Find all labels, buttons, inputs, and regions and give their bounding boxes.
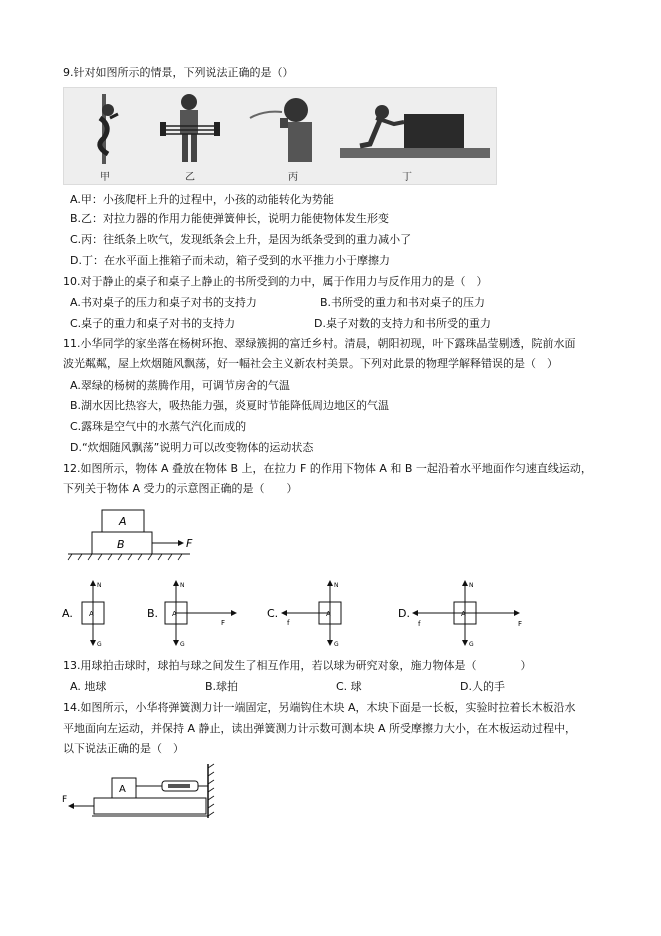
gravity-label: G bbox=[334, 641, 339, 648]
friction-label: f bbox=[287, 619, 290, 627]
normal-force-label: N bbox=[180, 582, 185, 589]
q10-option-d: D.桌子对数的支持力和书所受的重力 bbox=[314, 317, 491, 330]
q12-stem-line-2: 下列关于物体 A 受力的示意图正确的是（ ） bbox=[63, 482, 298, 495]
box-label: A bbox=[89, 610, 94, 618]
normal-force-label: N bbox=[469, 582, 474, 589]
friction-label: f bbox=[418, 620, 421, 628]
gravity-label: G bbox=[469, 641, 474, 648]
block-a-label: A bbox=[119, 784, 126, 795]
q14-stem-line-2: 平地面向左运动，并保持 A 静止，读出弹簧测力计示数可测本块 A 所受摩擦力大小，在木板运动过程中， bbox=[63, 722, 577, 735]
block-a-label: A bbox=[119, 515, 127, 528]
q12-stacked-blocks-figure bbox=[60, 500, 200, 562]
caption-ding: 丁 bbox=[402, 172, 412, 183]
normal-force-label: N bbox=[334, 582, 339, 589]
q9-option-d: D.丁：在水平面上推箱子而未动，箱子受到的水平推力小于摩擦力 bbox=[70, 254, 390, 267]
q14-stem-line-3: 以下说法正确的是（ ） bbox=[63, 742, 184, 755]
q10-stem: 10.对于静止的桌子和桌子上静止的书所受到的力中，属于作用力与反作用力的是（ ） bbox=[63, 275, 488, 288]
q12-stem-line-1: 12.如图所示，物体 A 叠放在物体 B 上，在拉力 F 的作用下物体 A 和 B 一起沿着水平地面作匀速直线运动， bbox=[63, 462, 592, 475]
caption-jia: 甲 bbox=[100, 172, 110, 183]
q13-option-d: D.人的手 bbox=[460, 680, 505, 693]
q9-option-c: C.丙：往纸条上吹气，发现纸条会上升，是因为纸条受到的重力减小了 bbox=[70, 233, 412, 246]
q14-stem-line-1: 14.如图所示，小华将弹簧测力计一端固定，另端钩住木块 A，木块下面是一长板，实验时拉着长木板沿水 bbox=[63, 701, 576, 714]
pull-force-label: F bbox=[62, 795, 68, 805]
q12-option-b-letter: B. bbox=[147, 607, 159, 620]
q11-option-c: C.露珠是空气中的水蒸气汽化而成的 bbox=[70, 420, 247, 433]
block-b-label: B bbox=[117, 538, 125, 551]
box-label: A bbox=[326, 610, 331, 618]
caption-bing: 丙 bbox=[288, 172, 298, 183]
chest-expander-illustration bbox=[160, 94, 220, 162]
gravity-label: G bbox=[180, 641, 185, 648]
blowing-paper-illustration bbox=[250, 98, 312, 162]
q13-option-a: A. 地球 bbox=[70, 680, 107, 693]
climbing-child-illustration bbox=[100, 94, 118, 164]
q12-option-c-diagram[interactable] bbox=[265, 578, 365, 650]
pull-force-label: F bbox=[518, 620, 523, 628]
q12-option-b-diagram[interactable] bbox=[145, 578, 245, 650]
q11-option-d: D.“炊烟随风飘荡”说明力可以改变物体的运动状态 bbox=[70, 441, 314, 454]
q13-option-c: C. 球 bbox=[336, 680, 362, 693]
q11-option-a: A.翠绿的杨树的蒸腾作用，可调节房舍的气温 bbox=[70, 379, 290, 392]
q11-stem-line-1: 11.小华同学的家坐落在杨树环抱、翠绿簇拥的富迁乡村。清晨，朝阳初现，叶下露珠晶莹剔透，院前水面 bbox=[63, 337, 576, 350]
q9-option-b: B.乙：对拉力器的作用力能使弹簧伸长，说明力能使物体发生形变 bbox=[70, 212, 390, 225]
q10-option-a: A.书对桌子的压力和桌子对书的支持力 bbox=[70, 296, 257, 309]
force-f-label: F bbox=[186, 537, 193, 550]
q12-option-a-letter: A. bbox=[62, 607, 73, 620]
q9-illustrations bbox=[64, 88, 496, 184]
pushing-box-illustration bbox=[340, 105, 490, 158]
q9-stem: 9.针对如图所示的情景，下列说法正确的是（） bbox=[63, 66, 294, 79]
q11-option-b: B.湖水因比热容大，吸热能力强，炎夏时节能降低周边地区的气温 bbox=[70, 399, 390, 412]
q11-stem-line-2: 波光粼粼，屋上炊烟随风飘荡，好一幅社会主义新农村美景。下列对此景的物理学解释错误的是（ ） bbox=[63, 357, 558, 370]
q10-option-b: B.书所受的重力和书对桌子的压力 bbox=[320, 296, 486, 309]
pull-force-label: F bbox=[221, 619, 226, 627]
q9-photo-figure bbox=[63, 87, 497, 185]
q14-spring-scale-figure bbox=[62, 760, 222, 822]
q9-option-a: A.甲：小孩爬杆上升的过程中，小孩的动能转化为势能 bbox=[70, 193, 334, 206]
caption-yi: 乙 bbox=[185, 172, 195, 183]
q12-option-c-letter: C. bbox=[267, 607, 279, 620]
q13-stem: 13.用球拍击球时，球拍与球之间发生了相互作用，若以球为研究对象，施力物体是（ ） bbox=[63, 659, 532, 672]
q10-option-c: C.桌子的重力和桌子对书的支持力 bbox=[70, 317, 236, 330]
q12-option-d-letter: D. bbox=[398, 607, 410, 620]
q13-option-b: B.球拍 bbox=[205, 680, 239, 693]
box-label: A bbox=[172, 610, 177, 618]
gravity-label: G bbox=[97, 641, 102, 648]
normal-force-label: N bbox=[97, 582, 102, 589]
q12-option-d-diagram[interactable] bbox=[396, 578, 536, 650]
box-label: A bbox=[461, 610, 466, 618]
q12-option-a-diagram[interactable] bbox=[60, 578, 120, 650]
